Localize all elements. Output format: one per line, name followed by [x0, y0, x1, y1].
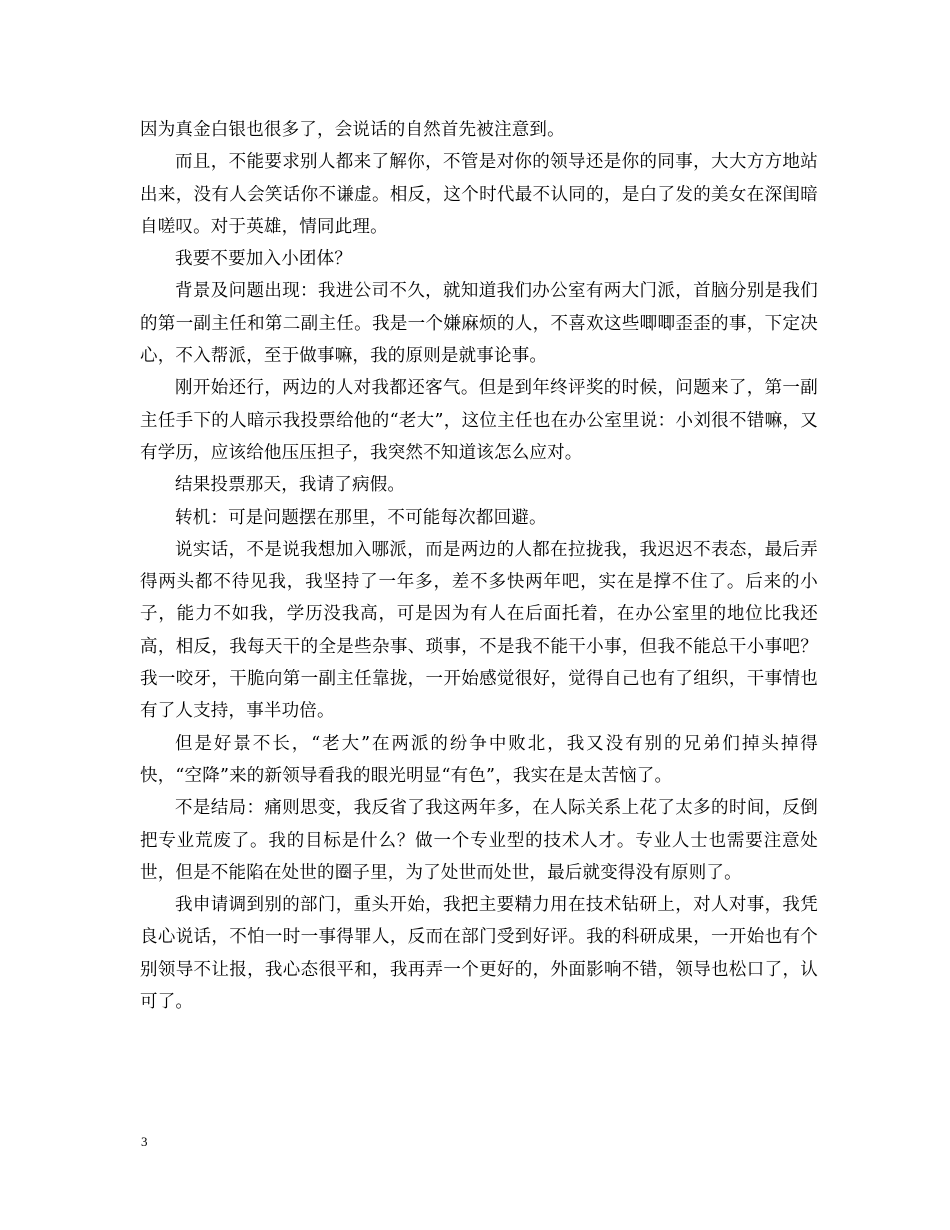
paragraph: 转机：可是问题摆在那里，不可能每次都回避。	[175, 507, 547, 528]
document-body	[140, 114, 818, 1018]
paragraph: 但是好景不长，“老大”在两派的纷争中败北，我又没有别的兄弟们掉头掉得快，“空降”来的新领导看我的眼光明显“有色”，我实在是太苦恼了。	[140, 733, 818, 786]
paragraph: 我申请调到别的部门，重头开始，我把主要精力用在技术钻研上，对人对事，我凭良心说话，不怕一时一事得罪人，反而在部门受到好评。我的科研成果，一开始也有个别领导不让报，我心态很平和，我再弄一个更好的，外面影响不错，领导也松口了，认可了。	[140, 895, 818, 1013]
paragraph: 结果投票那天，我请了病假。	[175, 475, 406, 496]
paragraph: 说实话，不是说我想加入哪派，而是两边的人都在拉拢我，我迟迟不表态，最后弄得两头都不待见我，我坚持了一年多，差不多快两年吧，实在是撑不住了。后来的小子，能力不如我，学历没我高，可是因为有人在后面托着，在办公室里的地位比我还高，相反，我每天干的全是些杂事、琐事，不是我不能干小事，但我不能总干小事吧？我一咬牙，干脆向第一副主任靠拢，一开始感觉很好，觉得自己也有了组织，干事情也有了人支持，事半功倍。	[140, 539, 818, 722]
paragraph: 刚开始还行，两边的人对我都还客气。但是到年终评奖的时候，问题来了，第一副主任手下的人暗示我投票给他的“老大”，这位主任也在办公室里说：小刘很不错嘛，又有学历，应该给他压压担子，我突然不知道该怎么应对。	[140, 378, 818, 463]
page-number: 3	[141, 1134, 148, 1149]
paragraph: 不是结局：痛则思变，我反省了我这两年多，在人际关系上花了太多的时间，反倒把专业荒废了。我的目标是什么？做一个专业型的技术人才。专业人士也需要注意处世，但是不能陷在处世的圈子里，为了处世而处世，最后就变得没有原则了。	[140, 798, 818, 883]
paragraph-continuation: 因为真金白银也很多了，会说话的自然首先被注意到。	[140, 120, 565, 140]
section-question-heading: 我要不要加入小团体？	[175, 249, 352, 270]
paragraph: 背景及问题出现：我进公司不久，就知道我们办公室有两大门派，首脑分别是我们的第一副主任和第二副主任。我是一个嫌麻烦的人，不喜欢这些唧唧歪歪的事，下定决心，不入帮派，至于做事嘛，我的原则是就事论事。	[140, 281, 818, 367]
paragraph: 而且，不能要求别人都来了解你，不管是对你的领导还是你的同事，大大方方地站出来，没有人会笑话你不谦虚。相反，这个时代最不认同的，是白了发的美女在深闺暗自嗟叹。对于英雄，情同此理。	[140, 152, 818, 237]
